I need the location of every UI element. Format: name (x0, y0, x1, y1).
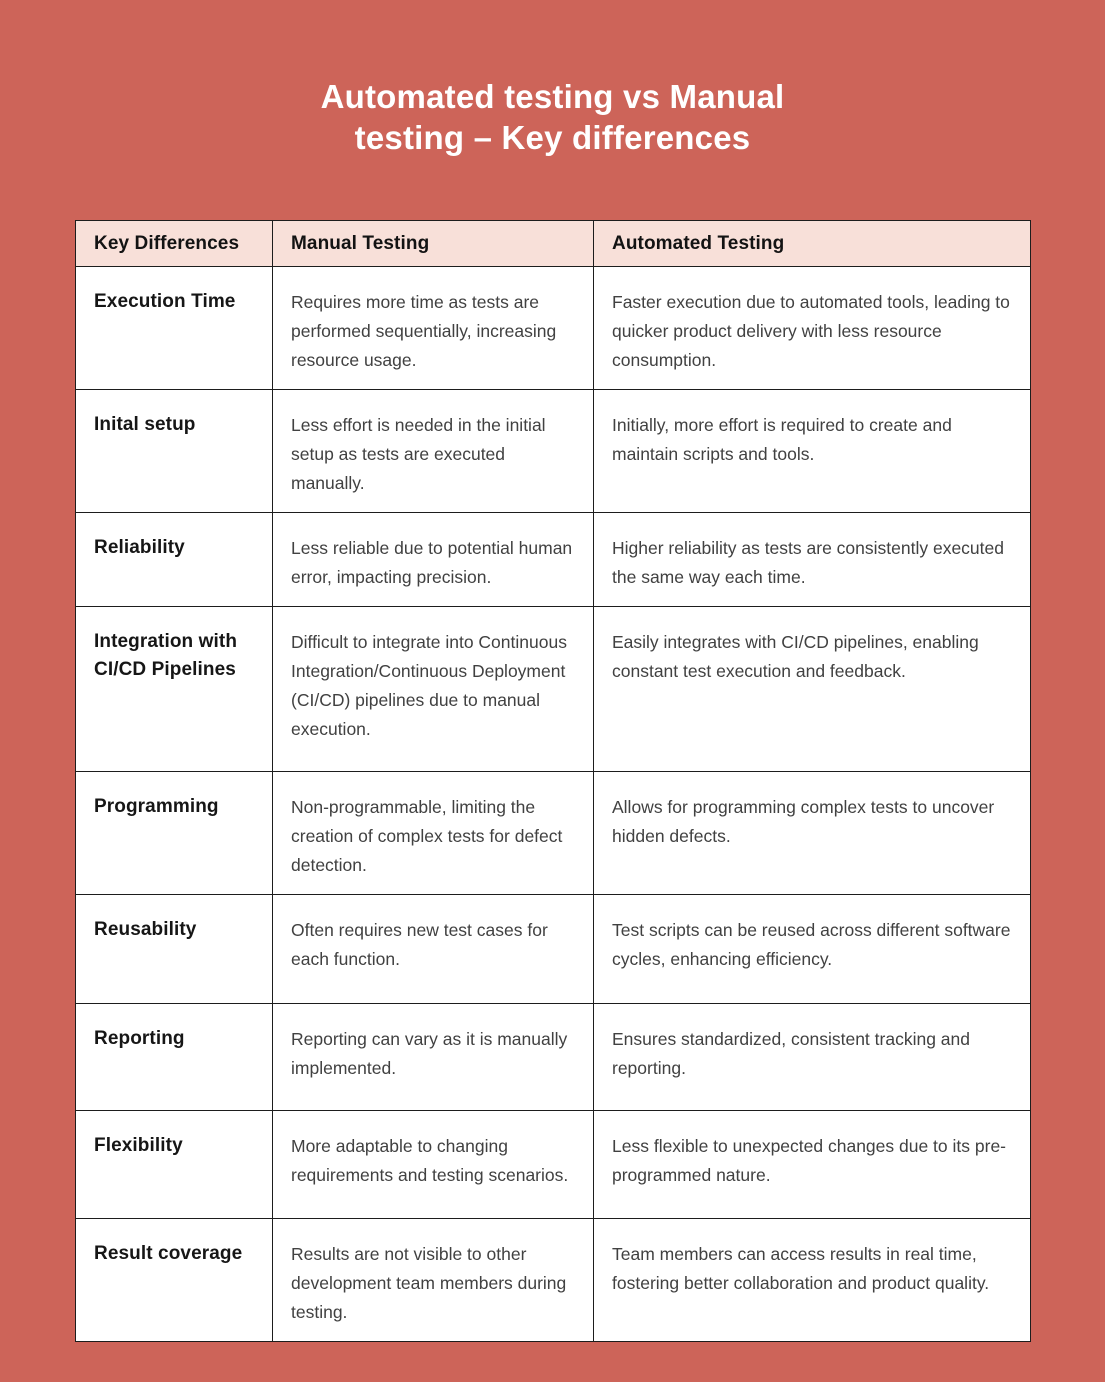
header-manual-testing: Manual Testing (273, 221, 594, 267)
feature-cell: Reliability (76, 513, 273, 607)
manual-cell: Often requires new test cases for each function. (273, 895, 594, 1004)
comparison-table (75, 220, 1031, 1342)
automated-cell: Initially, more effort is required to create and maintain scripts and tools. (594, 390, 1031, 513)
automated-cell: Ensures standardized, consistent tracking and reporting. (594, 1004, 1031, 1111)
feature-cell: Reusability (76, 895, 273, 1004)
feature-cell: Integration with CI/CD Pipelines (76, 607, 273, 772)
manual-cell: Difficult to integrate into Continuous Integration/Continuous Deployment (CI/CD) pipelines due to manual execution. (273, 607, 594, 772)
feature-cell: Programming (76, 772, 273, 895)
table-row (76, 1111, 1031, 1219)
automated-cell: Test scripts can be reused across different software cycles, enhancing efficiency. (594, 895, 1031, 1004)
header-automated-testing: Automated Testing (594, 221, 1031, 267)
manual-cell: Reporting can vary as it is manually implemented. (273, 1004, 594, 1111)
feature-cell: Result coverage (76, 1219, 273, 1342)
manual-cell: Results are not visible to other development team members during testing. (273, 1219, 594, 1342)
manual-cell: Less effort is needed in the initial setup as tests are executed manually. (273, 390, 594, 513)
automated-cell: Faster execution due to automated tools, leading to quicker product delivery with less resource consumption. (594, 267, 1031, 390)
manual-cell: Requires more time as tests are performed sequentially, increasing resource usage. (273, 267, 594, 390)
automated-cell: Less flexible to unexpected changes due to its pre-programmed nature. (594, 1111, 1031, 1219)
table-header-row (76, 221, 1031, 267)
feature-cell: Inital setup (76, 390, 273, 513)
table-row (76, 772, 1031, 895)
header-key-differences: Key Differences (76, 221, 273, 267)
page-title-line2: testing – Key differences (354, 119, 751, 156)
feature-cell: Execution Time (76, 267, 273, 390)
page-title (0, 76, 1105, 158)
manual-cell: Less reliable due to potential human error, impacting precision. (273, 513, 594, 607)
table-row (76, 390, 1031, 513)
automated-cell: Easily integrates with CI/CD pipelines, enabling constant test execution and feedback. (594, 607, 1031, 772)
table-row (76, 513, 1031, 607)
page-title-line1: Automated testing vs Manual (320, 78, 785, 115)
manual-cell: More adaptable to changing requirements and testing scenarios. (273, 1111, 594, 1219)
table-row (76, 1004, 1031, 1111)
feature-cell: Flexibility (76, 1111, 273, 1219)
manual-cell: Non-programmable, limiting the creation of complex tests for defect detection. (273, 772, 594, 895)
table-row (76, 607, 1031, 772)
table-row (76, 1219, 1031, 1342)
table-row (76, 895, 1031, 1004)
automated-cell: Higher reliability as tests are consistently executed the same way each time. (594, 513, 1031, 607)
table-row (76, 267, 1031, 390)
automated-cell: Allows for programming complex tests to uncover hidden defects. (594, 772, 1031, 895)
feature-cell: Reporting (76, 1004, 273, 1111)
automated-cell: Team members can access results in real time, fostering better collaboration and product quality. (594, 1219, 1031, 1342)
